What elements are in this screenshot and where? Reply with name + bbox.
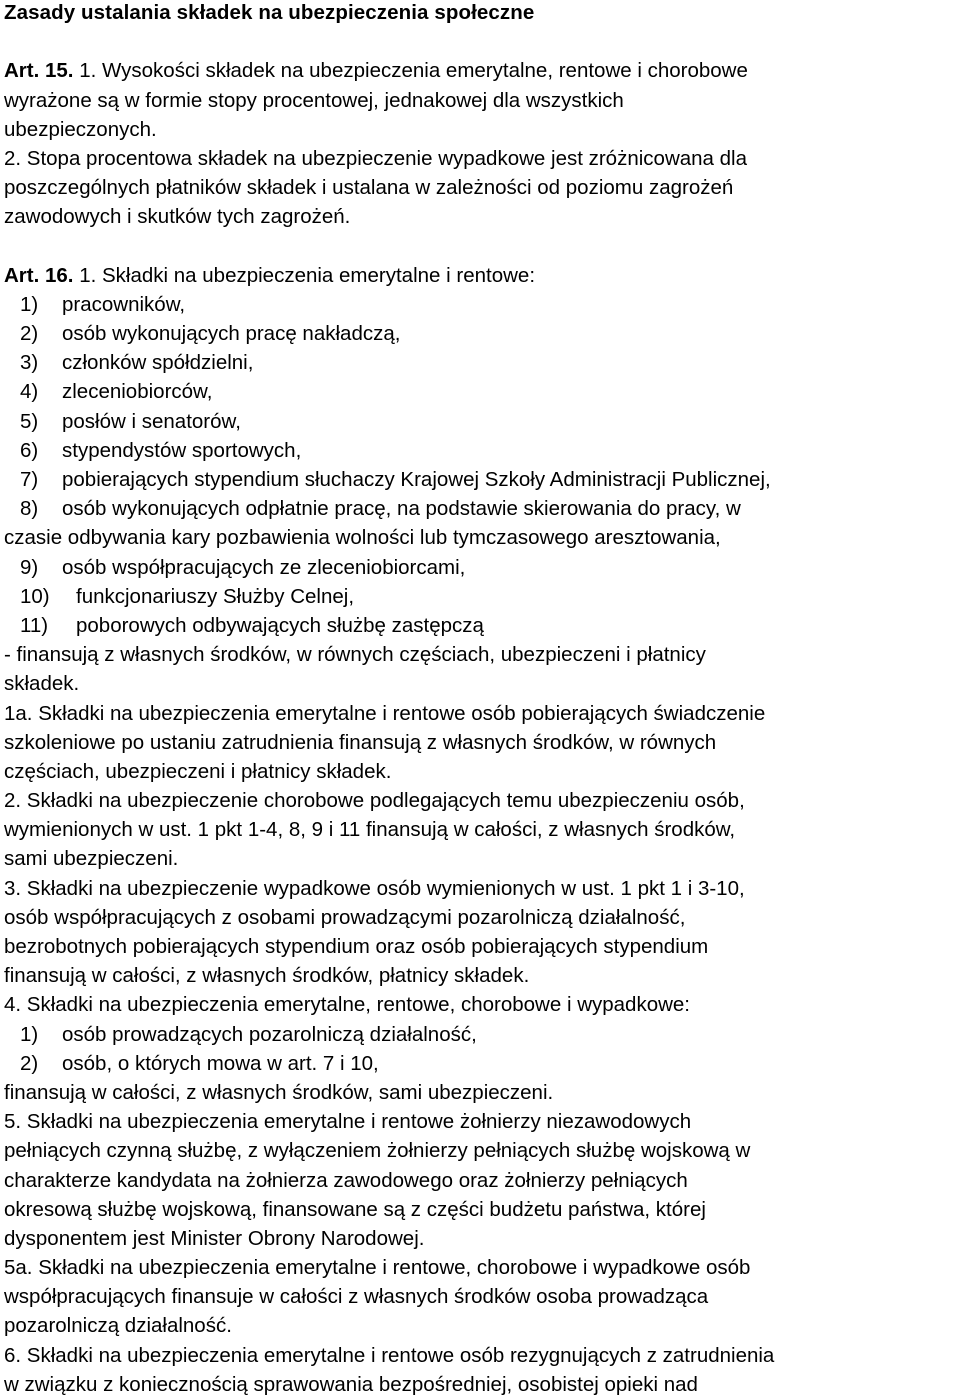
art15-line-1 (4, 56, 960, 85)
list-item-text: osób wykonujących odpłatnie pracę, na podstawie skierowania do pracy, w (62, 497, 741, 521)
list-item-text: funkcjonariuszy Służby Celnej, (76, 584, 355, 608)
art16-tail-line-2: składek. (4, 672, 80, 696)
art15-p2-line-2: poszczególnych płatników składek i ustalana w zależności od poziomu zagrożeń (4, 176, 734, 200)
list-item-number: 8) (20, 497, 39, 521)
art16-p2-line-2: wymienionych w ust. 1 pkt 1-4, 8, 9 i 11 finansują w całości, z własnych środków, (4, 818, 736, 842)
list-item-number: 1) (20, 1022, 39, 1046)
list-item (4, 436, 960, 465)
list-item-number: 2) (20, 322, 39, 346)
art16-p3-line-4: finansują w całości, z własnych środków, płatnicy składek. (4, 964, 530, 988)
list-item-number: 3) (20, 351, 39, 375)
article-16 (4, 261, 960, 1399)
art16-p5a-line-1: 5a. Składki na ubezpieczenia emerytalne i rentowe, chorobowe i wypadkowe osób (4, 1256, 751, 1280)
list-item-number: 4) (20, 380, 39, 404)
list-item-text: osób współpracujących ze zleceniobiorcami, (62, 555, 466, 579)
art16-p1a-line-2: szkoleniowe po ustaniu zatrudnienia finansują z własnych środków, w równych (4, 730, 717, 754)
list-item (4, 494, 960, 523)
list-item-number: 11) (20, 613, 49, 637)
art16-p2-line-3: sami ubezpieczeni. (4, 847, 179, 871)
art15-p1-line-1: 1. Wysokości składek na ubezpieczenia emerytalne, rentowe i chorobowe (73, 59, 748, 83)
art16-p5-line-2: pełniących czynną służbę, z wyłączeniem żołnierzy pełniących służbę wojskową w (4, 1139, 751, 1163)
art15-p2-line-1: 2. Stopa procentowa składek na ubezpieczenie wypadkowe jest zróżnicowana dla (4, 146, 748, 170)
art16-p6-line-1: 6. Składki na ubezpieczenia emerytalne i rentowe osób rezygnujących z zatrudnienia (4, 1343, 775, 1367)
list-item-number: 9) (20, 555, 39, 579)
art16-p6-line-2: w związku z koniecznością sprawowania bezpośredniej, osobistej opieki nad (4, 1372, 698, 1396)
spacer (4, 232, 960, 261)
list-item-continuation: czasie odbywania kary pozbawienia wolności lub tymczasowego aresztowania, (4, 526, 721, 550)
art16-p3-line-1: 3. Składki na ubezpieczenie wypadkowe osób wymienionych w ust. 1 pkt 1 i 3-10, (4, 876, 745, 900)
art16-p5-line-3: charakterze kandydata na żołnierza zawodowego oraz żołnierzy pełniących (4, 1168, 688, 1192)
list-item (4, 611, 960, 640)
art15-p1-line-2: wyrażone są w formie stopy procentowej, jednakowej dla wszystkich (4, 88, 624, 112)
art16-p3-line-3: bezrobotnych pobierających stypendium oraz osób pobierających stypendium (4, 935, 709, 958)
list-item (4, 582, 960, 611)
art16-p5-line-5: dysponentem jest Minister Obrony Narodowej. (4, 1226, 425, 1250)
art16-tail-line-1: - finansują z własnych środków, w równych częściach, ubezpieczeni i płatnicy (4, 643, 706, 667)
list-item (4, 1020, 960, 1049)
art16-p1a-line-1: 1a. Składki na ubezpieczenia emerytalne i rentowe osób pobierających świadczenie (4, 701, 766, 725)
list-item-text: osób, o których mowa w art. 7 i 10, (62, 1051, 379, 1075)
document-title: Zasady ustalania składek na ubezpieczenia społeczne (4, 1, 535, 24)
art16-p5-line-4: okresową służbę wojskową, finansowane są z części budżetu państwa, której (4, 1197, 706, 1221)
list-item-number: 7) (20, 468, 39, 491)
list-item-number: 10) (20, 584, 50, 608)
list-item (4, 319, 960, 348)
list-item-text: osób prowadzących pozarolniczą działalność, (62, 1022, 477, 1046)
art16-p2-line-1: 2. Składki na ubezpieczenie chorobowe podlegających temu ubezpieczeniu osób, (4, 789, 745, 813)
list-item (4, 377, 960, 406)
list-item (4, 407, 960, 436)
article-15 (4, 56, 960, 231)
art15-p1-line-3: ubezpieczonych. (4, 117, 157, 141)
list-item (4, 465, 960, 494)
list-item-number: 6) (20, 438, 39, 462)
art16-p5a-line-3: pozarolniczą działalność. (4, 1314, 232, 1338)
list-item (4, 1049, 960, 1078)
list-item-text: pobierających stypendium słuchaczy Krajowej Szkoły Administracji Publicznej, (62, 468, 771, 491)
list-item-number: 5) (20, 409, 39, 433)
list-item (4, 553, 960, 582)
art16-line-1 (4, 261, 960, 290)
list-item-text: posłów i senatorów, (62, 409, 241, 433)
list-item-text: zleceniobiorców, (62, 380, 213, 404)
art15-p2-line-3: zawodowych i skutków tych zagrożeń. (4, 205, 351, 229)
list-item-number: 2) (20, 1051, 39, 1075)
art16-p4-intro: 4. Składki na ubezpieczenia emerytalne, rentowe, chorobowe i wypadkowe: (4, 993, 690, 1017)
list-item-text: członków spółdzielni, (62, 351, 254, 375)
list-item-text: osób wykonujących pracę nakładczą, (62, 322, 401, 346)
art16-p5a-line-2: współpracujących finansuje w całości z własnych środków osoba prowadząca (4, 1285, 709, 1309)
art16-p5-line-1: 5. Składki na ubezpieczenia emerytalne i rentowe żołnierzy niezawodowych (4, 1110, 692, 1134)
list-item-number: 1) (20, 292, 39, 316)
art16-p4-tail: finansują w całości, z własnych środków, sami ubezpieczeni. (4, 1080, 554, 1104)
list-item (4, 290, 960, 319)
list-item-text: stypendystów sportowych, (62, 438, 302, 462)
document-body (4, 0, 960, 1399)
art16-intro: 1. Składki na ubezpieczenia emerytalne i rentowe: (73, 263, 536, 287)
art16-p1a-line-3: częściach, ubezpieczeni i płatnicy składek. (4, 759, 392, 783)
list-item-text: pracowników, (62, 292, 186, 316)
art15-heading: Art. 15. (4, 59, 74, 83)
list-item (4, 348, 960, 377)
spacer (4, 27, 960, 56)
art16-heading: Art. 16. (4, 263, 74, 287)
art16-p3-line-2: osób współpracujących z osobami prowadzącymi pozarolniczą działalność, (4, 905, 686, 929)
list-item-text: poborowych odbywających służbę zastępczą (76, 613, 484, 637)
